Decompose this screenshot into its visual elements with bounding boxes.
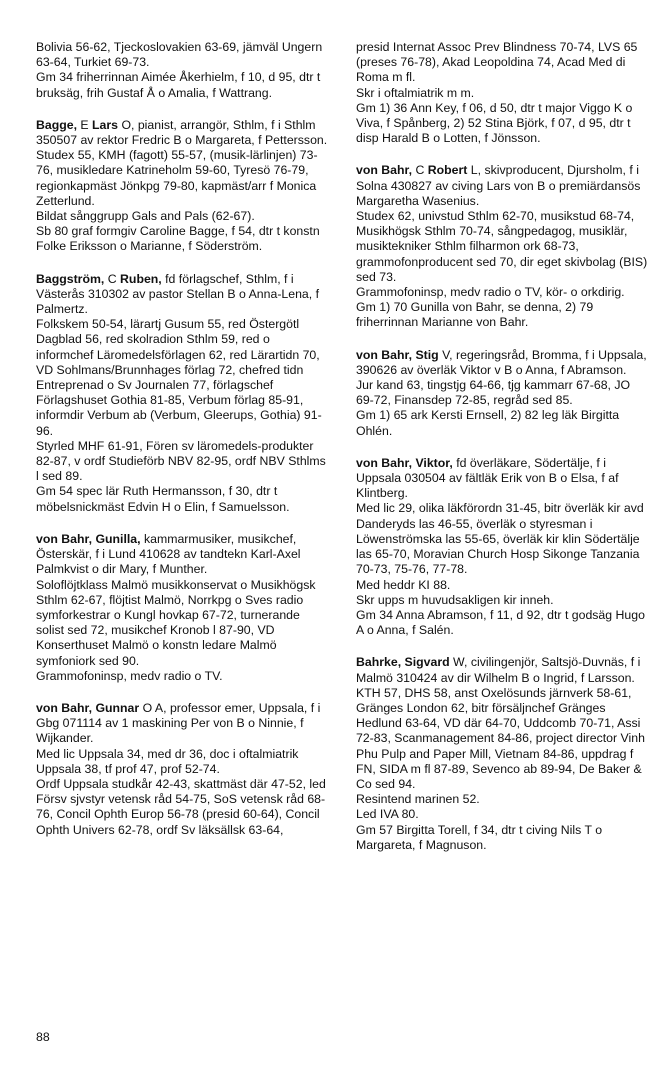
entry-paragraph: Gm 34 Anna Abramson, f 11, d 92, dtr t godsäg Hugo A o Anna, f Salén. — [356, 607, 648, 638]
entry-given-name: Lars — [92, 117, 119, 132]
entry-given-name: Ruben, — [120, 271, 162, 286]
entry-surname: von Bahr, — [356, 163, 413, 178]
entry-paragraph: Sb 80 graf formgiv Caroline Bagge, f 54, dtr t konstn Folke Eriksson o Marianne, f Söderström. — [36, 224, 324, 254]
entry-initial: C — [104, 271, 121, 286]
entry-given-name: Robert — [427, 163, 468, 178]
entry-paragraph: Jur kand 63, tingstjg 64-66, tjg kammarr 67-68, JO 69-72, Finansdep 72-85, regråd sed 85. — [356, 378, 634, 408]
biography-entry — [36, 272, 328, 515]
entry-paragraph: Folkskem 50-54, lärartj Gusum 55, red Östergötl Dagblad 56, red skolradion Sthlm 59, red o informchef Läromedelsförlagen 62, red Lärartidn 70, VD Sohlmans/Brunnhages förlag 72, chefred tidn Entreprenad o Sv Journalen 77, förlagschef Förlagshuset Gothia 81-85, Verbum förlag 85-91, informdir Verbum ab (Verbum, Gleerups, Gothia) 91-96. — [36, 317, 324, 438]
entry-paragraph: Resintend marinen 52. — [356, 792, 480, 807]
entry-heading — [356, 347, 651, 378]
entry-heading — [36, 701, 328, 747]
biography-entry — [356, 655, 648, 853]
entry-paragraph: Led IVA 80. — [356, 807, 419, 822]
entry-paragraph: Gm 1) 36 Ann Key, f 06, d 50, dtr t major Viggo K o Viva, f Spånberg, 2) 52 Stina Björk, f 07, d 95, dtr t disp Harald B o Lotten, f Jönsson. — [356, 100, 636, 146]
entry-summary: L, skivproducent, Djursholm, f i Solna 430827 av civing Lars von B o premiärdansös Margaretha Wasenius. — [356, 163, 644, 208]
biography-entry — [356, 456, 648, 638]
entry-paragraph: Gm 1) 70 Gunilla von Bahr, se denna, 2) 79 friherrinnan Marianne von Bahr. — [356, 300, 597, 330]
entry-heading — [356, 655, 648, 685]
biography-entry — [36, 532, 328, 684]
entry-paragraph: Styrled MHF 61-91, Fören sv läromedels-produkter 82-87, v ordf Studieförb NBV 82-95, ordf NBV Sthlms l sed 89. — [36, 438, 330, 484]
entry-initial: C — [412, 163, 428, 178]
entry-heading — [36, 118, 328, 148]
entry-summary: V, regeringsråd, Bromma, f i Uppsala, 390626 av överläk Viktor v B o Anna, f Abramson. — [356, 347, 651, 377]
entry-surname: Baggström, — [36, 271, 105, 286]
entry-paragraph: KTH 57, DHS 58, anst Oxelösunds järnverk 58-61, Gränges London 62, bitr försäljnchef Gränges Hedlund 63-64, VD där 64-70, Uddcomb 70-71, Assi 72-83, Scanmanagement 84-86, project director Vinh Phu Pulp and Paper Mill, Vietnam 84-86, uppdrag f FN, SIDA m fl 87-89, Sevenco ab 89-94, De Baker & Co sed 94. — [356, 685, 649, 791]
entry-paragraph: Skr i oftalmiatrik m m. — [356, 85, 475, 100]
entry-summary: O, pianist, arrangör, Sthlm, f i Sthlm 350507 av rektor Fredric B o Margareta, f Pettersson. — [36, 117, 328, 148]
entry-paragraph: Med lic 29, olika läkförordn 31-45, bitr överläk kir avd Danderyds las 46-55, överläk o styresman i Löwenströmska las 55-65, överläk kir klin Södertälje las 65-70, Moravian Church Hosp Sikonge Tanzania 70-73, 75-76, 77-78. — [356, 501, 648, 577]
entry-paragraph: Studex 55, KMH (fagott) 55-57, (musik-lärlinjen) 73-76, musikledare Katrineholm 59-60, Tyresö 76-79, regionkapmäst Jönkpg 79-80, kapmäst/arr f Monica Zetterlund. — [36, 148, 320, 208]
entry-paragraph: Gm 57 Birgitta Torell, f 34, dtr t civing Nils T o Margareta, f Magnuson. — [356, 822, 606, 852]
entry-paragraph: presid Internat Assoc Prev Blindness 70-74, LVS 65 (preses 76-78), Akad Leopoldina 74, Acad Med di Roma m fl. — [356, 40, 641, 85]
entry-paragraph: Grammofoninsp, medv radio o TV. — [36, 668, 223, 683]
biography-entry — [356, 347, 651, 439]
page-number: 88 — [36, 1030, 50, 1044]
entry-surname: Bagge, — [36, 117, 77, 132]
entry-surname: Bahrke, Sigvard — [356, 655, 450, 670]
entry-paragraph: Gm 54 spec lär Ruth Hermansson, f 30, dtr t möbelsnickmäst Edvin H o Elin, f Samuelsson. — [36, 484, 290, 514]
entry-heading — [356, 163, 648, 209]
entry-paragraph: Ordf Uppsala studkår 42-43, skattmäst där 47-52, led Försv sjvstyr vetensk råd 54-75, SoS vetensk råd 68-76, Concil Ophth Europ 56-78 (presid 60-64), Concil Ophth Univers 62-78, ordf Sv läksällsk 63-64, — [36, 776, 330, 837]
biography-entry — [36, 701, 328, 838]
entry-summary: fd överläkare, Södertälje, f i Uppsala 030504 av fältläk Erik von B o Elsa, f af Klintberg. — [356, 455, 622, 501]
right-column — [356, 40, 651, 870]
entry-paragraph: Soloflöjtklass Malmö musikkonservat o Musikhögsk Sthlm 62-67, flöjtist Malmö, Norrkpg o Sves radio symforkestrar o Kungl hovkap 67-72, turnerande solist sed 72, musikchef Kronob l 87-90, VD Konserthuset Malmö o konstn ledare Malmö symfoniork sed 90. — [36, 577, 319, 668]
entry-surname: von Bahr, Stig — [356, 347, 439, 362]
entry-heading — [356, 456, 648, 502]
continuation-text — [36, 40, 328, 101]
entry-paragraph: Grammofoninsp, medv radio o TV, kör- o orkdirig. — [356, 285, 625, 300]
biography-entry — [356, 163, 651, 330]
entry-initial: E — [77, 117, 93, 132]
entry-surname: von Bahr, Gunnar — [36, 700, 140, 715]
entry-surname: von Bahr, Gunilla, — [36, 531, 141, 546]
entry-summary: fd förlagschef, Sthlm, f i Västerås 310302 av pastor Stellan B o Anna-Lena, f Palmertz. — [36, 271, 323, 317]
entry-surname: von Bahr, Viktor, — [356, 455, 453, 470]
entry-paragraph: Studex 62, univstud Sthlm 62-70, musikstud 68-74, Musikhögsk Sthlm 70-74, sångpedagog, musiklär, musiktekniker Sthlm filharmon ork 68-73, grammofonproducent sed 70, dir eget skivbolag (BIS) sed 73. — [356, 209, 651, 284]
left-column — [36, 40, 328, 855]
entry-summary: W, civilingenjör, Saltsjö-Duvnäs, f i Malmö 310424 av dir Wilhelm B o Ingrid, f Larsson. — [356, 655, 644, 685]
entry-paragraph: Skr upps m huvudsakligen kir inneh. — [356, 592, 554, 607]
entry-heading — [36, 532, 328, 578]
entry-paragraph: Bolivia 56-62, Tjeckoslovakien 63-69, jämväl Ungern 63-64, Turkiet 69-73. Gm 34 friherrinnan Aimée Åkerhielm, f 10, d 95, dtr t bruksäg, frih Gustaf Å o Amalia, f Wattrang. — [36, 40, 323, 100]
entry-summary: O A, professor emer, Uppsala, f i Gbg 071114 av 1 maskining Per von B o Ninnie, f Wijkander. — [36, 700, 324, 746]
entry-paragraph: Med heddr KI 88. — [356, 577, 451, 592]
continuation-text — [356, 40, 648, 146]
entry-heading — [36, 272, 328, 318]
entry-paragraph: Bildat sånggrupp Gals and Pals (62-67). — [36, 209, 255, 224]
biography-entry — [36, 118, 328, 255]
entry-paragraph: Med lic Uppsala 34, med dr 36, doc i oftalmiatrik Uppsala 38, tf prof 47, prof 52-74. — [36, 746, 302, 776]
entry-summary: kammarmusiker, musikchef, Österskär, f i Lund 410628 av tandtekn Karl-Axel Palmkvist o dir Mary, f Munther. — [36, 531, 304, 577]
entry-paragraph: Gm 1) 65 ark Kersti Ernsell, 2) 82 leg läk Birgitta Ohlén. — [356, 408, 623, 438]
